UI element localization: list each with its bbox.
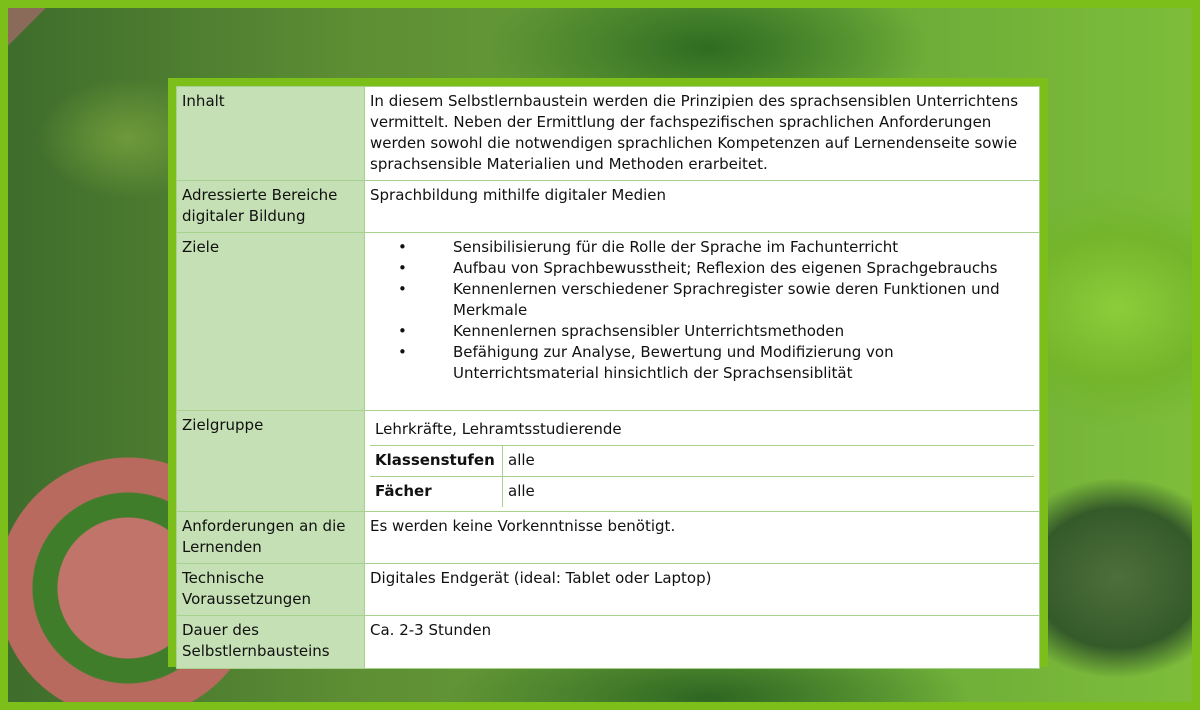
row-technik [177,564,1040,616]
label-zielgruppe: Zielgruppe [177,411,365,512]
value-bereiche: Sprachbildung mithilfe digitaler Medien [365,181,1040,233]
value-zielgruppe [365,411,1040,512]
bullet-icon: • [398,280,407,298]
label-technik: Technische Voraussetzungen [177,564,365,616]
row-inhalt [177,87,1040,181]
faecher-label: Fächer [370,477,503,508]
ziele-item: • Kennenlernen sprachsensibler Unterrichtsmethoden [398,322,845,340]
label-ziele: Ziele [177,233,365,411]
klassenstufen-label: Klassenstufen [370,446,503,477]
row-anforderungen [177,512,1040,564]
value-anforderungen: Es werden keine Vorkenntnisse benötigt. [365,512,1040,564]
ziele-item: • Aufbau von Sprachbewusstheit; Reflexion des eigenen Sprachgebrauchs [398,259,998,277]
bullet-icon: • [398,343,407,361]
zielgruppe-subtable [370,446,1034,507]
faecher-row [370,477,1034,508]
value-ziele [365,233,1040,411]
label-anforderungen: Anforderungen an die Lernenden [177,512,365,564]
ziele-list [370,237,1034,384]
value-inhalt: In diesem Selbstlernbaustein werden die Prinzipien des sprachsensiblen Unterrichtens vermittelt. Neben der Ermittlung der fachspezifischen sprachlichen Anforderungen werden sowohl die notwendigen sprachlichen Kompetenzen auf Lernendenseite sowie sprachsensible Materialien und Methoden erarbeitet. [365,87,1040,181]
row-dauer [177,616,1040,669]
value-dauer: Ca. 2-3 Stunden [365,616,1040,669]
info-table [176,86,1040,669]
ziele-item: • Befähigung zur Analyse, Bewertung und Modifizierung von Unterrichtsmaterial hinsichtlich der Sprachsensiblität [398,343,894,382]
zielgruppe-value: Lehrkräfte, Lehramtsstudierende [370,415,1034,446]
label-inhalt: Inhalt [177,87,365,181]
faecher-value: alle [503,477,1035,508]
value-technik: Digitales Endgerät (ideal: Tablet oder Laptop) [365,564,1040,616]
klassenstufen-value: alle [503,446,1035,477]
label-dauer: Dauer des Selbstlernbausteins [177,616,365,669]
ziele-item: • Kennenlernen verschiedener Sprachregister sowie deren Funktionen und Merkmale [398,280,1000,319]
row-bereiche [177,181,1040,233]
bullet-icon: • [398,238,407,256]
label-bereiche: Adressierte Bereiche digitaler Bildung [177,181,365,233]
row-zielgruppe [177,411,1040,512]
bullet-icon: • [398,259,407,277]
bullet-icon: • [398,322,407,340]
klassenstufen-row [370,446,1034,477]
info-panel [168,78,1048,667]
ziele-item: • Sensibilisierung für die Rolle der Sprache im Fachunterricht [398,238,899,256]
row-ziele [177,233,1040,411]
